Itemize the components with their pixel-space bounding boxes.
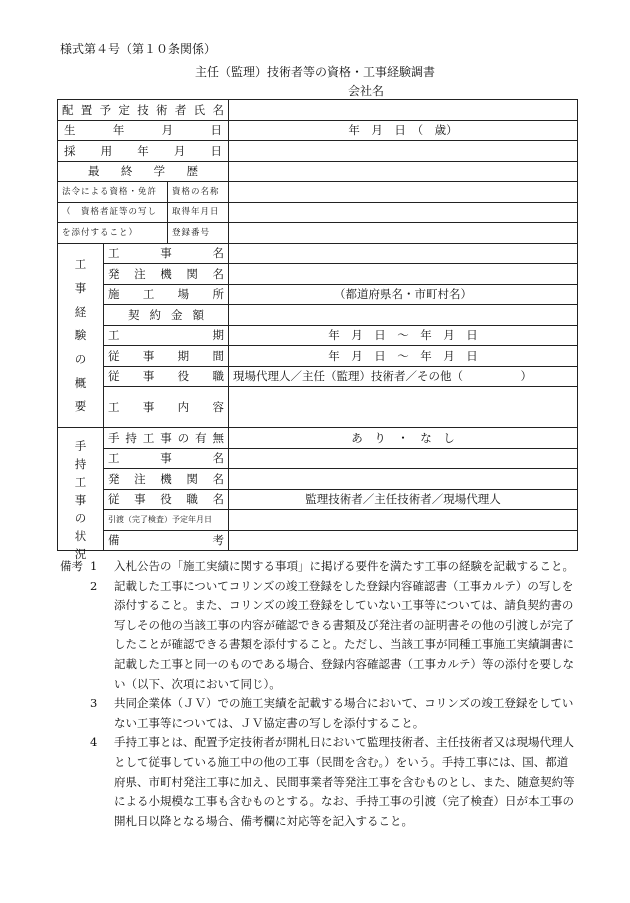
- label-hire-date: 採用年月日: [58, 141, 229, 162]
- qualification-table: [57, 99, 578, 561]
- contract-amount-field[interactable]: [229, 305, 578, 326]
- license-number-field[interactable]: [229, 223, 578, 244]
- ongoing-char: 持: [74, 456, 87, 471]
- license-name-field[interactable]: [229, 182, 578, 203]
- engineer-name-field[interactable]: [229, 100, 578, 121]
- note-text: 手持工事とは、配置予定技術者が開札日において監理技術者、主任技術者又は現場代理人として従事している施工中の他の工事（民間を含む。）をいう。手持工事には、国、都道府県、市町村発注工事に加え、民間事業者等発注工事を含むものとし、また、随意契約等による小規模な工事も含むものとする。なお、手持工事の引渡（完了検査）日が本工事の開札日以降となる場合、備考欄に対応等を記入すること。: [114, 735, 575, 828]
- label-construction-period: 工期: [104, 325, 229, 346]
- experience-char: の: [74, 351, 87, 366]
- hire-date-field[interactable]: [229, 141, 578, 162]
- ongoing-char: の: [74, 510, 87, 525]
- label-role: 従事役職: [104, 366, 229, 387]
- ongoing-char: 手: [74, 438, 87, 453]
- note-item: [60, 733, 575, 831]
- experience-char: 験: [74, 328, 87, 343]
- label-contract-amount: 契約金額: [104, 305, 229, 326]
- experience-char: 概: [74, 375, 87, 390]
- ongoing-role-field[interactable]: 監理技術者／主任技術者／現場代理人: [229, 489, 578, 510]
- label-license-name: 資格の名称: [168, 182, 229, 203]
- license-note-line2: （ 資格者証等の写し: [58, 202, 168, 223]
- license-note-line1: 法令による資格・免許: [58, 182, 168, 203]
- license-date-field[interactable]: [229, 202, 578, 223]
- ongoing-char: 況: [74, 546, 87, 561]
- birthdate-field[interactable]: 年 月 日 （ 歳）: [229, 120, 578, 141]
- notes-section: [60, 557, 575, 831]
- handover-date-field[interactable]: [229, 510, 578, 531]
- experience-char: 事: [74, 280, 87, 295]
- note-number: 4: [90, 735, 98, 750]
- label-ongoing-project-name: 工事名: [104, 448, 229, 469]
- experience-char: 工: [74, 257, 87, 272]
- project-name-field[interactable]: [229, 243, 578, 264]
- label-work-content: 工事内容: [104, 387, 229, 428]
- ongoing-side-label: [58, 428, 104, 561]
- note-item: [60, 557, 575, 577]
- construction-site-field[interactable]: （都道府県名・市町村名）: [229, 284, 578, 305]
- label-handover-date: 引渡（完了検査）予定年月日: [104, 510, 229, 531]
- note-text: 入札公告の「施工実績に関する事項」に掲げる要件を満たす工事の経験を記載すること。: [114, 559, 574, 573]
- work-content-field[interactable]: [229, 387, 578, 428]
- service-period-field[interactable]: 年 月 日 ～ 年 月 日: [229, 346, 578, 367]
- ongoing-project-name-field[interactable]: [229, 448, 578, 469]
- experience-char: 要: [74, 399, 87, 414]
- notes-heading: 備考: [60, 559, 83, 573]
- label-education: 最終学歴: [58, 161, 229, 182]
- ongoing-exists-field[interactable]: あ り ・ な し: [229, 428, 578, 449]
- label-service-period: 従事期間: [104, 346, 229, 367]
- remarks-field[interactable]: [229, 530, 578, 551]
- role-field[interactable]: 現場代理人／主任（監理）技術者／その他（ ）: [229, 366, 578, 387]
- experience-side-label: [58, 243, 104, 428]
- note-number: 3: [90, 696, 98, 711]
- label-project-name: 工事名: [104, 243, 229, 264]
- label-birthdate: 生年月日: [58, 120, 229, 141]
- label-ongoing-exists: 手持工事の有無: [104, 428, 229, 449]
- note-item: [60, 577, 575, 695]
- note-number: 1: [90, 559, 98, 573]
- document-title: 主任（監理）技術者等の資格・工事経験調書: [194, 65, 435, 79]
- label-license-number: 登録番号: [168, 223, 229, 244]
- label-ordering-agency: 発注機関名: [104, 264, 229, 285]
- label-ongoing-agency: 発注機関名: [104, 469, 229, 490]
- form-number-label: 様式第４号（第１０条関係）: [60, 42, 217, 56]
- note-number: 2: [90, 578, 98, 593]
- education-field[interactable]: [229, 161, 578, 182]
- note-text: 記載した工事についてコリンズの竣工登録をした登録内容確認書（工事カルテ）の写しを添付すること。また、コリンズの竣工登録をしていない工事等については、請負契約書の写しその他の当該工事の内容が確認できる書類及び発注者の証明書その他の引渡しが完了したことが確認できる書類を添付すること。ただし、当該工事が同種工事施工実績調書に記載した工事と同一のものである場合、登録内容確認書（工事カルテ）等の添付を要しない（以下、次項において同じ）。: [114, 578, 574, 691]
- ordering-agency-field[interactable]: [229, 264, 578, 285]
- ongoing-agency-field[interactable]: [229, 469, 578, 490]
- note-text: 共同企業体（ＪＶ）での施工実績を記載する場合において、コリンズの竣工登録をしていない工事等については、ＪＶ協定書の写しを添付すること。: [114, 696, 574, 730]
- label-remarks: 備考: [104, 530, 229, 551]
- ongoing-char: 状: [74, 528, 87, 543]
- ongoing-char: 工: [74, 474, 87, 489]
- label-engineer-name: 配置予定技術者氏名: [58, 100, 229, 121]
- ongoing-char: 事: [74, 492, 87, 507]
- experience-char: 経: [74, 304, 87, 319]
- construction-period-field[interactable]: 年 月 日 ～ 年 月 日: [229, 325, 578, 346]
- note-item: [60, 694, 575, 733]
- label-ongoing-role: 従事役職名: [104, 489, 229, 510]
- company-name-field[interactable]: 会社名: [348, 82, 513, 100]
- license-note-line3: を添付すること）: [58, 223, 168, 244]
- label-construction-site: 施工場所: [104, 284, 229, 305]
- label-license-date: 取得年月日: [168, 202, 229, 223]
